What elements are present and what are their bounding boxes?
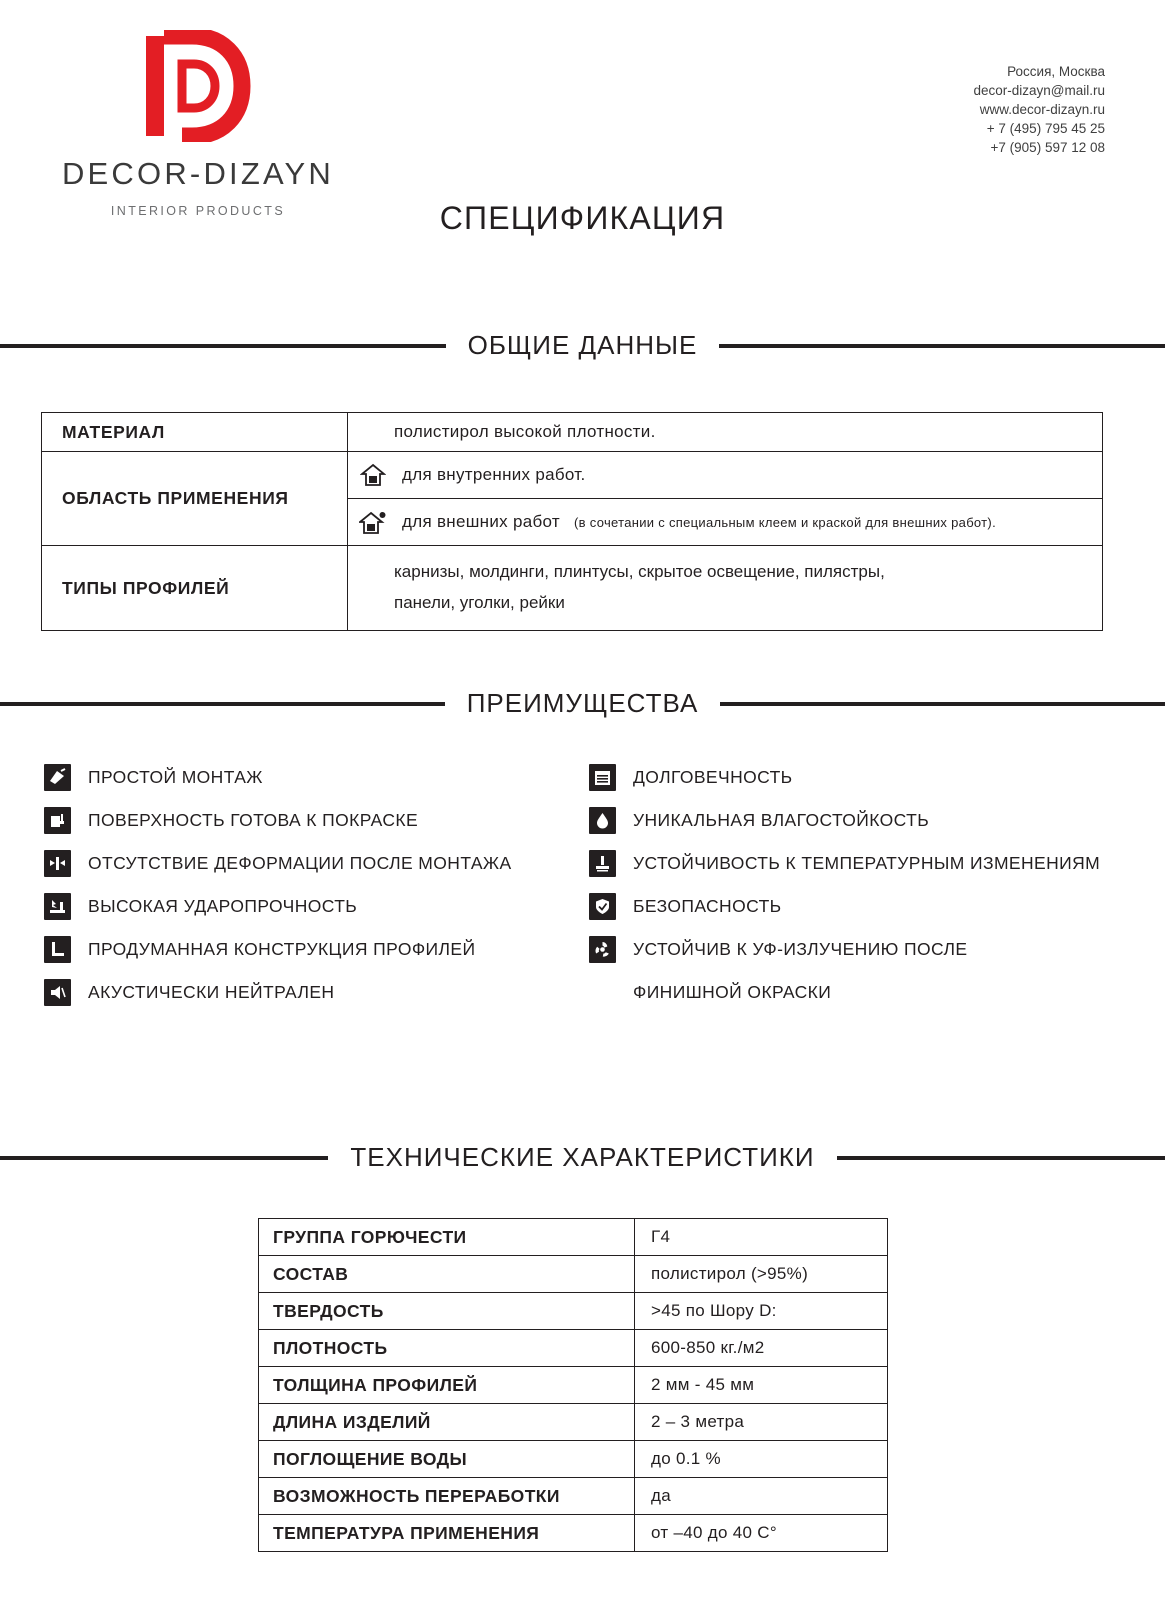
technical-table-wrapper — [258, 1218, 888, 1552]
application-interior-text: для внутренних работ. — [402, 465, 586, 484]
row-label-application: ОБЛАСТЬ ПРИМЕНЕНИЯ — [42, 452, 348, 546]
tech-key: СОСТАВ — [259, 1256, 635, 1293]
general-data-table-wrapper — [41, 412, 1103, 631]
list-item — [589, 842, 1134, 885]
tech-value: >45 по Шору D: — [635, 1293, 888, 1330]
tech-key: ТОЛЩИНА ПРОФИЛЕЙ — [259, 1367, 635, 1404]
table-row — [259, 1478, 888, 1515]
list-item — [44, 842, 589, 885]
tech-value: 2 мм - 45 мм — [635, 1367, 888, 1404]
section-label-general: ОБЩИЕ ДАННЫЕ — [467, 330, 698, 360]
application-exterior-note: (в сочетании с специальным клеем и краской для внешних работ). — [574, 514, 996, 530]
table-row — [259, 1367, 888, 1404]
row-value-material: полистирол высокой плотности. — [348, 413, 1103, 452]
list-item — [589, 885, 1134, 928]
list-item — [589, 971, 1134, 1014]
brand-tagline: INTERIOR PRODUCTS — [110, 204, 286, 218]
section-label-technical: ТЕХНИЧЕСКИЕ ХАРАКТЕРИСТИКИ — [350, 1142, 815, 1172]
paint-bucket-icon — [44, 807, 71, 834]
table-row — [259, 1219, 888, 1256]
divider-right — [837, 1156, 1165, 1160]
impact-resistance-icon — [44, 893, 71, 920]
divider-right — [720, 702, 1165, 706]
technical-characteristics-table — [258, 1218, 888, 1552]
tech-key: ПЛОТНОСТЬ — [259, 1330, 635, 1367]
list-item — [44, 971, 589, 1014]
tech-value: от –40 до 40 C° — [635, 1515, 888, 1552]
application-exterior-text: для внешних работ — [402, 512, 561, 531]
list-item — [44, 799, 589, 842]
document-header — [0, 0, 1165, 300]
table-row — [42, 413, 1103, 452]
page-title: СПЕЦИФИКАЦИЯ — [439, 200, 726, 236]
section-heading-technical — [0, 1142, 1165, 1173]
calendar-durability-icon — [589, 764, 616, 791]
divider-left — [0, 1156, 328, 1160]
tech-value: до 0.1 % — [635, 1441, 888, 1478]
list-item-label: УСТОЙЧИВ К УФ-ИЗЛУЧЕНИЮ ПОСЛЕ — [633, 939, 968, 959]
list-item — [44, 928, 589, 971]
tech-key: ВОЗМОЖНОСТЬ ПЕРЕРАБОТКИ — [259, 1478, 635, 1515]
list-item-label: БЕЗОПАСНОСТЬ — [633, 896, 782, 916]
tech-value: да — [635, 1478, 888, 1515]
profile-types-line-2: панели, уголки, рейки — [394, 593, 565, 612]
list-item — [589, 799, 1134, 842]
tech-key: ГРУППА ГОРЮЧЕСТИ — [259, 1219, 635, 1256]
brand-logo-block — [38, 30, 358, 218]
section-heading-general — [0, 330, 1165, 361]
table-row — [259, 1441, 888, 1478]
thermometer-icon — [589, 850, 616, 877]
tech-key: ПОГЛОЩЕНИЕ ВОДЫ — [259, 1441, 635, 1478]
contact-phone-1: + 7 (495) 795 45 25 — [986, 121, 1105, 136]
contact-city: Россия, Москва — [1007, 64, 1105, 79]
list-item-label: ВЫСОКАЯ УДАРОПРОЧНОСТЬ — [88, 896, 358, 916]
divider-left — [0, 702, 445, 706]
profile-types-line-1: карнизы, молдинги, плинтусы, скрытое освещение, пилястры, — [394, 562, 885, 581]
general-data-table — [41, 412, 1103, 631]
advantages-column-right — [589, 756, 1134, 1014]
no-deformation-icon — [44, 850, 71, 877]
tech-key: ДЛИНА ИЗДЕЛИЙ — [259, 1404, 635, 1441]
dd-monogram-logo-icon — [138, 30, 258, 142]
list-item-label: ПОВЕРХНОСТЬ ГОТОВА К ПОКРАСКЕ — [88, 810, 419, 830]
section-label-advantages: ПРЕИМУЩЕСТВА — [466, 688, 699, 718]
water-drop-icon — [589, 807, 616, 834]
tech-key: ТВЕРДОСТЬ — [259, 1293, 635, 1330]
list-item-label: АКУСТИЧЕСКИ НЕЙТРАЛЕН — [88, 982, 335, 1002]
row-label-material: МАТЕРИАЛ — [42, 413, 348, 452]
row-value-application-exterior — [348, 499, 1103, 546]
table-row — [259, 1404, 888, 1441]
uv-radiation-icon — [589, 936, 616, 963]
divider-left — [0, 344, 446, 348]
spacer-icon — [589, 979, 616, 1006]
list-item-label: УНИКАЛЬНАЯ ВЛАГОСТОЙКОСТЬ — [633, 810, 930, 830]
list-item — [589, 756, 1134, 799]
row-value-profile-types — [348, 546, 1103, 631]
list-item-label: ПРОСТОЙ МОНТАЖ — [88, 767, 263, 787]
tech-value: 2 – 3 метра — [635, 1404, 888, 1441]
shield-check-icon — [589, 893, 616, 920]
table-row — [259, 1293, 888, 1330]
table-row — [259, 1330, 888, 1367]
list-item-label: ПРОДУМАННАЯ КОНСТРУКЦИЯ ПРОФИЛЕЙ — [88, 939, 476, 959]
tech-key: ТЕМПЕРАТУРА ПРИМЕНЕНИЯ — [259, 1515, 635, 1552]
advantages-column-left — [44, 756, 589, 1014]
table-row — [42, 452, 1103, 499]
advantages-list — [44, 756, 1134, 1014]
table-row — [42, 546, 1103, 631]
list-item — [589, 928, 1134, 971]
list-item — [44, 756, 589, 799]
acoustic-neutral-icon — [44, 979, 71, 1006]
contact-phone-2: +7 (905) 597 12 08 — [990, 140, 1105, 155]
list-item — [44, 885, 589, 928]
table-row — [259, 1515, 888, 1552]
house-exterior-icon — [358, 508, 388, 536]
divider-right — [719, 344, 1165, 348]
contact-email: decor-dizayn@mail.ru — [973, 83, 1105, 98]
table-row — [259, 1256, 888, 1293]
list-item-label: ОТСУТСТВИЕ ДЕФОРМАЦИИ ПОСЛЕ МОНТАЖА — [88, 853, 512, 873]
brand-wordmark: DECOR-DIZAYN — [61, 156, 335, 191]
list-item-label: ДОЛГОВЕЧНОСТЬ — [633, 767, 793, 787]
trowel-icon — [44, 764, 71, 791]
list-item-label: УСТОЙЧИВОСТЬ К ТЕМПЕРАТУРНЫМ ИЗМЕНЕНИЯМ — [633, 853, 1101, 873]
row-label-profile-types: ТИПЫ ПРОФИЛЕЙ — [42, 546, 348, 631]
profile-construction-icon — [44, 936, 71, 963]
contact-info — [974, 62, 1106, 157]
tech-value: полистирол (>95%) — [635, 1256, 888, 1293]
house-interior-icon — [358, 461, 388, 489]
row-value-application-interior — [348, 452, 1103, 499]
tech-value: 600-850 кг./м2 — [635, 1330, 888, 1367]
list-item-label: ФИНИШНОЙ ОКРАСКИ — [633, 982, 832, 1002]
section-heading-advantages — [0, 688, 1165, 719]
tech-value: Г4 — [635, 1219, 888, 1256]
contact-website: www.decor-dizayn.ru — [979, 102, 1105, 117]
